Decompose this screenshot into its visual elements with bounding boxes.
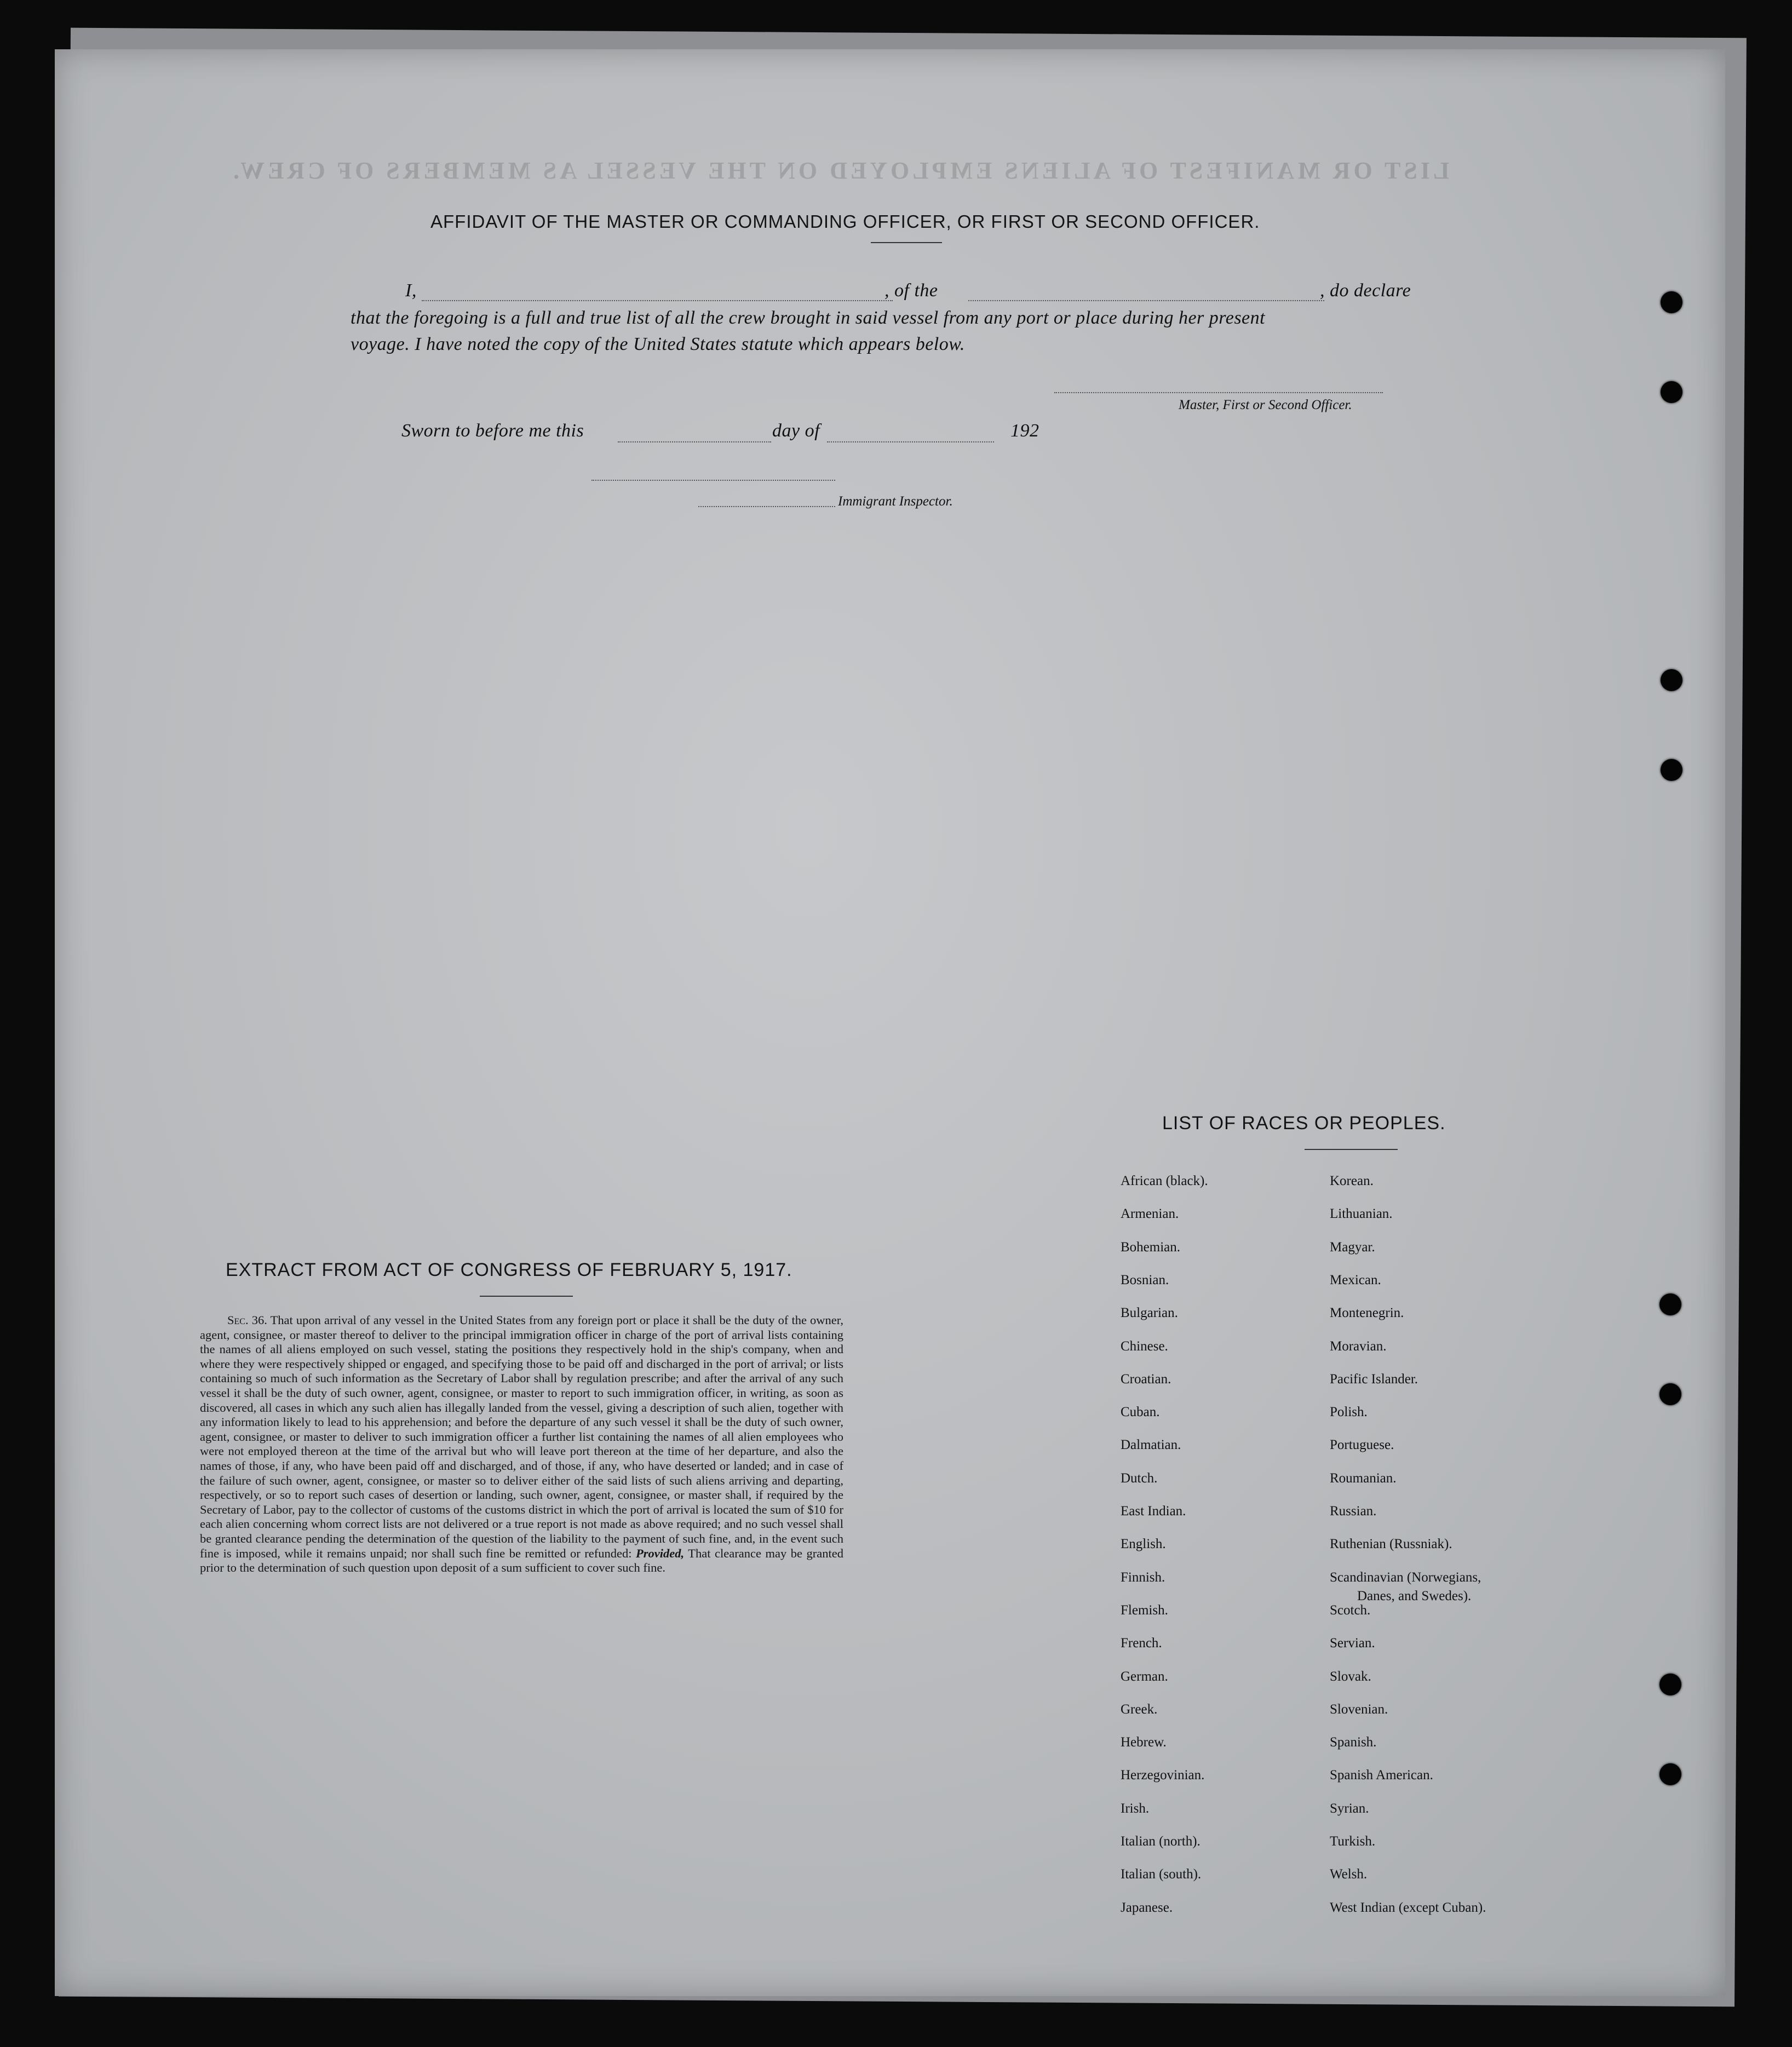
race-item: Italian (south). [1121, 1867, 1202, 1882]
binder-hole [1659, 1674, 1681, 1695]
binder-hole [1661, 759, 1682, 781]
race-item: Irish. [1121, 1801, 1150, 1816]
race-item: Spanish. [1330, 1735, 1377, 1750]
race-item: Portuguese. [1330, 1438, 1394, 1453]
race-item: Bohemian. [1121, 1239, 1181, 1255]
inspector-signature-line[interactable] [698, 506, 835, 507]
race-item: English. [1121, 1537, 1166, 1552]
sworn-day-blank[interactable] [618, 441, 771, 442]
race-item: Syrian. [1330, 1801, 1369, 1816]
affidavit-i: I, [405, 280, 417, 301]
race-item: West Indian (except Cuban). [1330, 1900, 1486, 1915]
race-item: Slovak. [1330, 1669, 1371, 1684]
sworn-day-of: day of [772, 421, 820, 441]
sworn-month-blank[interactable] [827, 441, 994, 442]
race-item: Bosnian. [1121, 1272, 1169, 1287]
race-item: Ruthenian (Russniak). [1330, 1537, 1452, 1552]
affidavit-line-3: voyage. I have noted the copy of the United States statute which appears below. [351, 334, 965, 354]
race-item: Korean. [1330, 1174, 1374, 1188]
race-item: Armenian. [1121, 1206, 1179, 1222]
race-item: Magyar. [1330, 1239, 1375, 1255]
race-item: German. [1121, 1669, 1168, 1684]
master-signature-label: Master, First or Second Officer. [1179, 398, 1352, 412]
race-item: Roumanian. [1330, 1470, 1397, 1486]
race-item: Russian. [1330, 1504, 1377, 1519]
race-item: Chinese. [1121, 1338, 1168, 1354]
bleed-through-text: LIST OR MANIFEST OF ALIENS EMPLOYED ON THE VESSEL AS MEMBERS OF CREW. [230, 157, 1450, 184]
binder-hole [1661, 381, 1682, 403]
inspector-signature-top-line[interactable] [591, 480, 835, 481]
affidavit-do-declare: , do declare [1320, 280, 1411, 301]
race-item: Greek. [1121, 1701, 1158, 1717]
race-item: Moravian. [1330, 1338, 1387, 1354]
affidavit-title-rule [871, 242, 942, 243]
extract-text-part2: That clearance may be granted prior to the determination of such question upon deposit of a sum sufficient to cover such fine. [200, 1546, 844, 1575]
race-item: Croatian. [1121, 1371, 1171, 1387]
races-title: LIST OF RACES OR PEOPLES. [1162, 1113, 1446, 1134]
race-item: Japanese. [1121, 1900, 1173, 1915]
extract-provided: Provided, [636, 1546, 685, 1560]
race-item: East Indian. [1121, 1504, 1186, 1519]
race-item: Flemish. [1121, 1602, 1168, 1618]
binder-hole [1659, 1763, 1681, 1785]
master-signature-line[interactable] [1054, 392, 1383, 393]
affidavit-line-2: that the foregoing is a full and true list of all the crew brought in said vessel from any port or place during her present [351, 308, 1266, 328]
binder-hole [1659, 1293, 1681, 1315]
binder-hole [1661, 669, 1682, 691]
inspector-label: Immigrant Inspector. [838, 494, 953, 509]
race-item: Polish. [1330, 1405, 1368, 1420]
race-item: Dutch. [1121, 1470, 1158, 1486]
race-item: Welsh. [1330, 1867, 1368, 1882]
extract-title: EXTRACT FROM ACT OF CONGRESS OF FEBRUARY 5, 1917. [226, 1260, 792, 1280]
extract-section-label: Sec. 36. [227, 1313, 267, 1327]
sworn-text: Sworn to before me this [401, 421, 584, 441]
race-item: Scandinavian (Norwegians, [1330, 1569, 1481, 1585]
binder-hole [1659, 1383, 1681, 1405]
race-item: Hebrew. [1121, 1735, 1167, 1750]
race-item: Slovenian. [1330, 1701, 1388, 1717]
race-item: Pacific Islander. [1330, 1371, 1418, 1387]
race-item: Herzegovinian. [1121, 1768, 1205, 1783]
races-title-rule [1305, 1149, 1398, 1150]
race-item: Italian (north). [1121, 1834, 1201, 1849]
race-item: Scotch. [1330, 1602, 1371, 1618]
race-item: Turkish. [1330, 1834, 1376, 1849]
race-item: Finnish. [1121, 1569, 1165, 1585]
race-item: French. [1121, 1636, 1162, 1651]
race-item: African (black). [1121, 1174, 1208, 1188]
extract-title-rule [480, 1296, 573, 1297]
race-item: Montenegrin. [1330, 1306, 1404, 1321]
binder-hole [1661, 291, 1682, 313]
race-item: Servian. [1330, 1636, 1375, 1651]
race-item: Lithuanian. [1330, 1206, 1393, 1222]
race-item: Dalmatian. [1121, 1438, 1181, 1453]
affidavit-title: AFFIDAVIT OF THE MASTER OR COMMANDING OFFICER, OR FIRST OR SECOND OFFICER. [430, 211, 1260, 232]
extract-text-part1: That upon arrival of any vessel in the United States from any foreign port or place it shall be the duty of the owner, agent, consignee, or master thereof to deliver to the principal immigration officer in charge of the port of arrival lists containing the names of all aliens employed on such vessel, stating the positions they respectively hold in the ship's company, when and where they were respectively shipped or engaged, and specifying those to be paid off and discharged in the port of arrival; or lists containing so much of such information as the Secretary of Labor shall by regulation prescribe; and after the arrival of any such vessel it shall be the duty of such owner, agent, consignee, or master to report to such immigration officer, in writing, as soon as discovered, all cases in which any such alien has illegally landed from the vessel, giving a description of such alien, together with any information likely to lead to his apprehension; and before the departure of any such vessel it shall be the duty of such owner, agent, consignee, or master to deliver to such immigration officer a further list containing the names of all alien employees who were not employed thereon at the time of the arrival but who will leave port thereon at the time of her departure, and also the names of those, if any, who have been paid off and discharged, and of those, if any, who have deserted or landed; and in case of the failure of such owner, agent, consignee, or master so to deliver either of the said lists of such aliens arriving and departing, respectively, or so to report such cases of desertion or landing, such owner, agent, consignee, or master shall, if required by the Secretary of Labor, pay to the collector of customs of the customs district in which the port of arrival is located the sum of $10 for each alien concerning whom correct lists are not delivered or a true report is not made as above required; and no such vessel shall be granted clearance pending the determination of the question of the liability to the payment of such fine, and, in the event such fine is imposed, while it remains unpaid; nor shall such fine be remitted or refunded: [200, 1313, 844, 1560]
race-item: Danes, and Swedes). [1357, 1589, 1472, 1603]
race-item: Mexican. [1330, 1272, 1381, 1287]
race-item: Cuban. [1121, 1405, 1160, 1420]
sworn-year: 192 [1010, 421, 1039, 441]
race-item: Bulgarian. [1121, 1306, 1178, 1321]
master-name-blank[interactable] [422, 300, 893, 301]
race-item: Spanish American. [1330, 1768, 1433, 1783]
affidavit-of-the: , of the [884, 280, 938, 301]
vessel-name-blank[interactable] [968, 300, 1324, 301]
extract-body [200, 1313, 843, 1576]
